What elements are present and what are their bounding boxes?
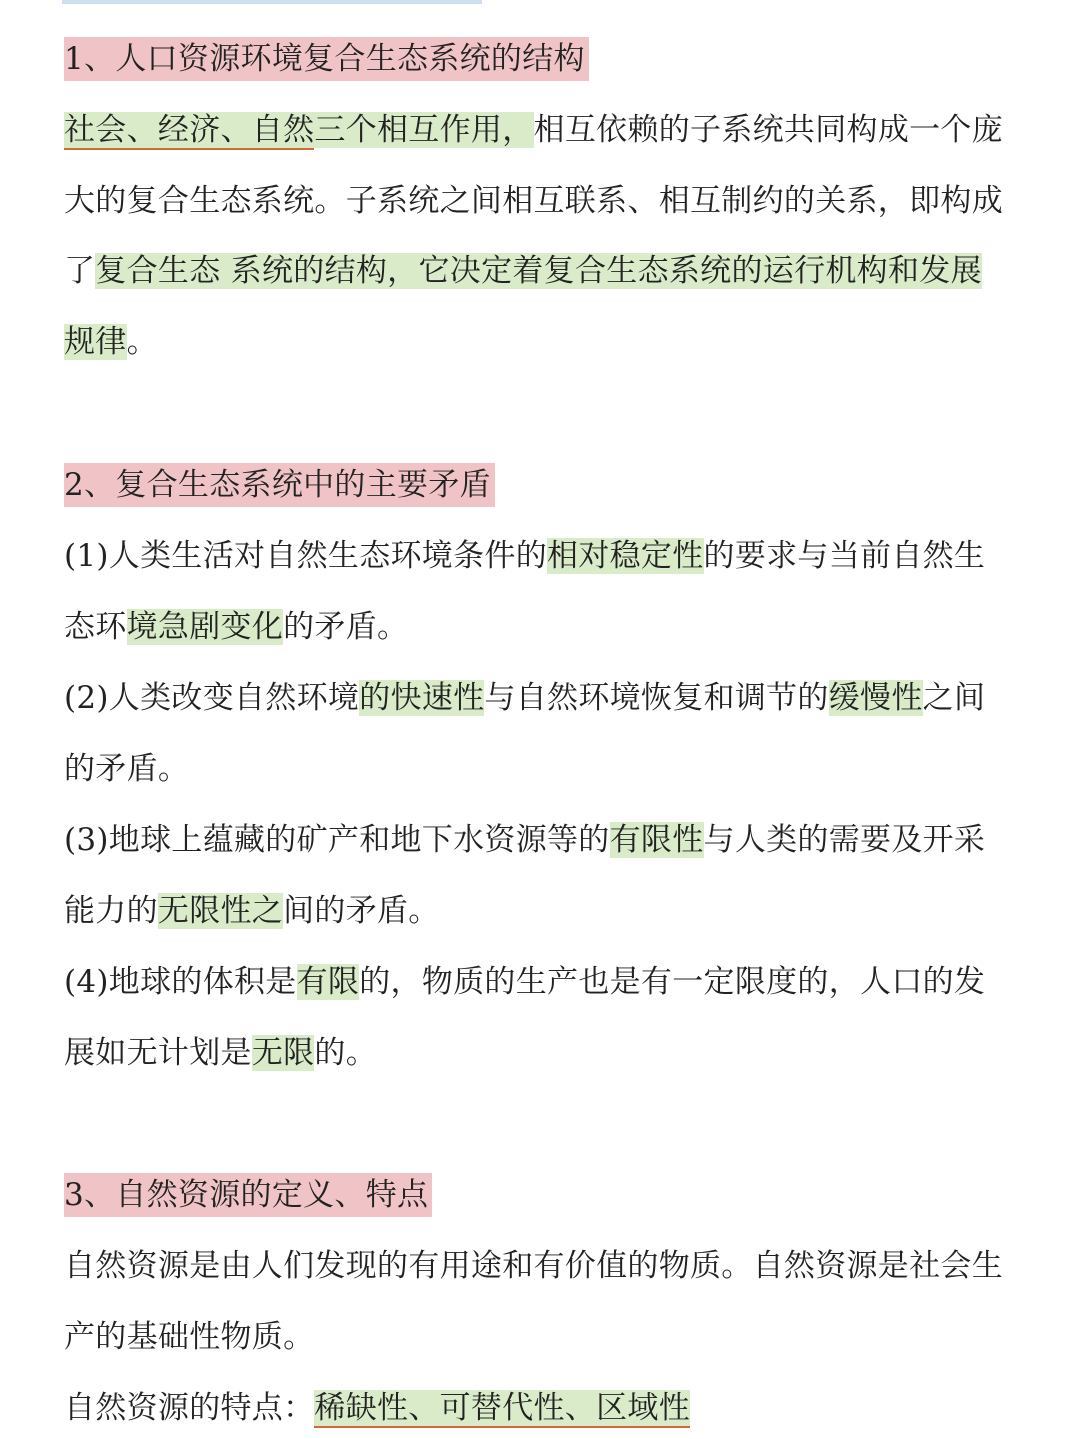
section-2-heading: 2、复合生态系统中的主要矛盾 [64, 463, 495, 507]
keywords-infiniteness: 无限性之 [157, 893, 284, 929]
section-1-heading-line [64, 37, 589, 81]
keywords-unlimited: 无限 [251, 1035, 315, 1071]
item-4-line-2: 展如无计划是无限的。 [64, 1035, 378, 1071]
keywords-rapidity: 的快速性 [359, 680, 485, 716]
item-2-line-2: 的矛盾。 [64, 751, 190, 787]
section-2-heading-line [64, 463, 495, 507]
section-3-heading: 3、自然资源的定义、特点 [64, 1173, 432, 1217]
keywords-law: 规律 [64, 324, 127, 360]
keywords-limited: 有限 [296, 964, 360, 1000]
item-1-line-1: (1)人类生活对自然生态环境条件的相对稳定性的要求与当前自然生 [64, 538, 986, 574]
keywords-rapid-change: 境急剧变化 [126, 609, 284, 645]
item-3-line-1: (3)地球上蕴藏的矿产和地下水资源等的有限性与人类的需要及开采 [64, 822, 986, 858]
section-1-para-line-2: 大的复合生态系统。子系统之间相互联系、相互制约的关系，即构成 [64, 183, 1003, 219]
item-1-line-2: 态环境急剧变化的矛盾。 [64, 609, 409, 645]
section-3-para-line-1: 自然资源是由人们发现的有用途和有价值的物质。自然资源是社会生 [64, 1248, 1003, 1284]
section-1-para-line-1: 社会、经济、自然三个相互作用，相互依赖的子系统共同构成一个庞 [64, 112, 1004, 148]
section-1-para-line-4: 规律。 [64, 324, 158, 360]
section-3-features-line: 自然资源的特点：稀缺性、可替代性、区域性 [64, 1390, 691, 1426]
keywords-resource-features: 稀缺性、可替代性、区域性 [314, 1390, 691, 1426]
section-1-para-line-3: 了复合生态 系统的结构，它决定着复合生态系统的运行机构和发展 [64, 253, 982, 289]
top-highlight-strip [62, 0, 482, 4]
section-3-heading-line [64, 1173, 432, 1217]
item-4-line-1: (4)地球的体积是有限的，物质的生产也是有一定限度的，人口的发 [64, 964, 986, 1000]
keywords-interaction: 三个相互作用， [314, 112, 534, 148]
item-3-line-2: 能力的无限性之间的矛盾。 [64, 893, 440, 929]
keywords-finiteness: 有限性 [609, 822, 704, 858]
keywords-structure: 复合生态 系统的结构，它决定着复合生态系统的运行机构和发展 [95, 253, 982, 289]
keywords-slowness: 缓慢性 [828, 680, 923, 716]
section-1-heading: 1、人口资源环境复合生态系统的结构 [64, 37, 589, 81]
keywords-relative-stability: 相对稳定性 [547, 538, 704, 574]
keywords-social-economic-natural: 社会、经济、自然 [64, 112, 315, 148]
item-2-line-1: (2)人类改变自然环境的快速性与自然环境恢复和调节的缓慢性之间 [64, 680, 986, 716]
section-3-para-line-2: 产的基础性物质。 [64, 1319, 315, 1355]
